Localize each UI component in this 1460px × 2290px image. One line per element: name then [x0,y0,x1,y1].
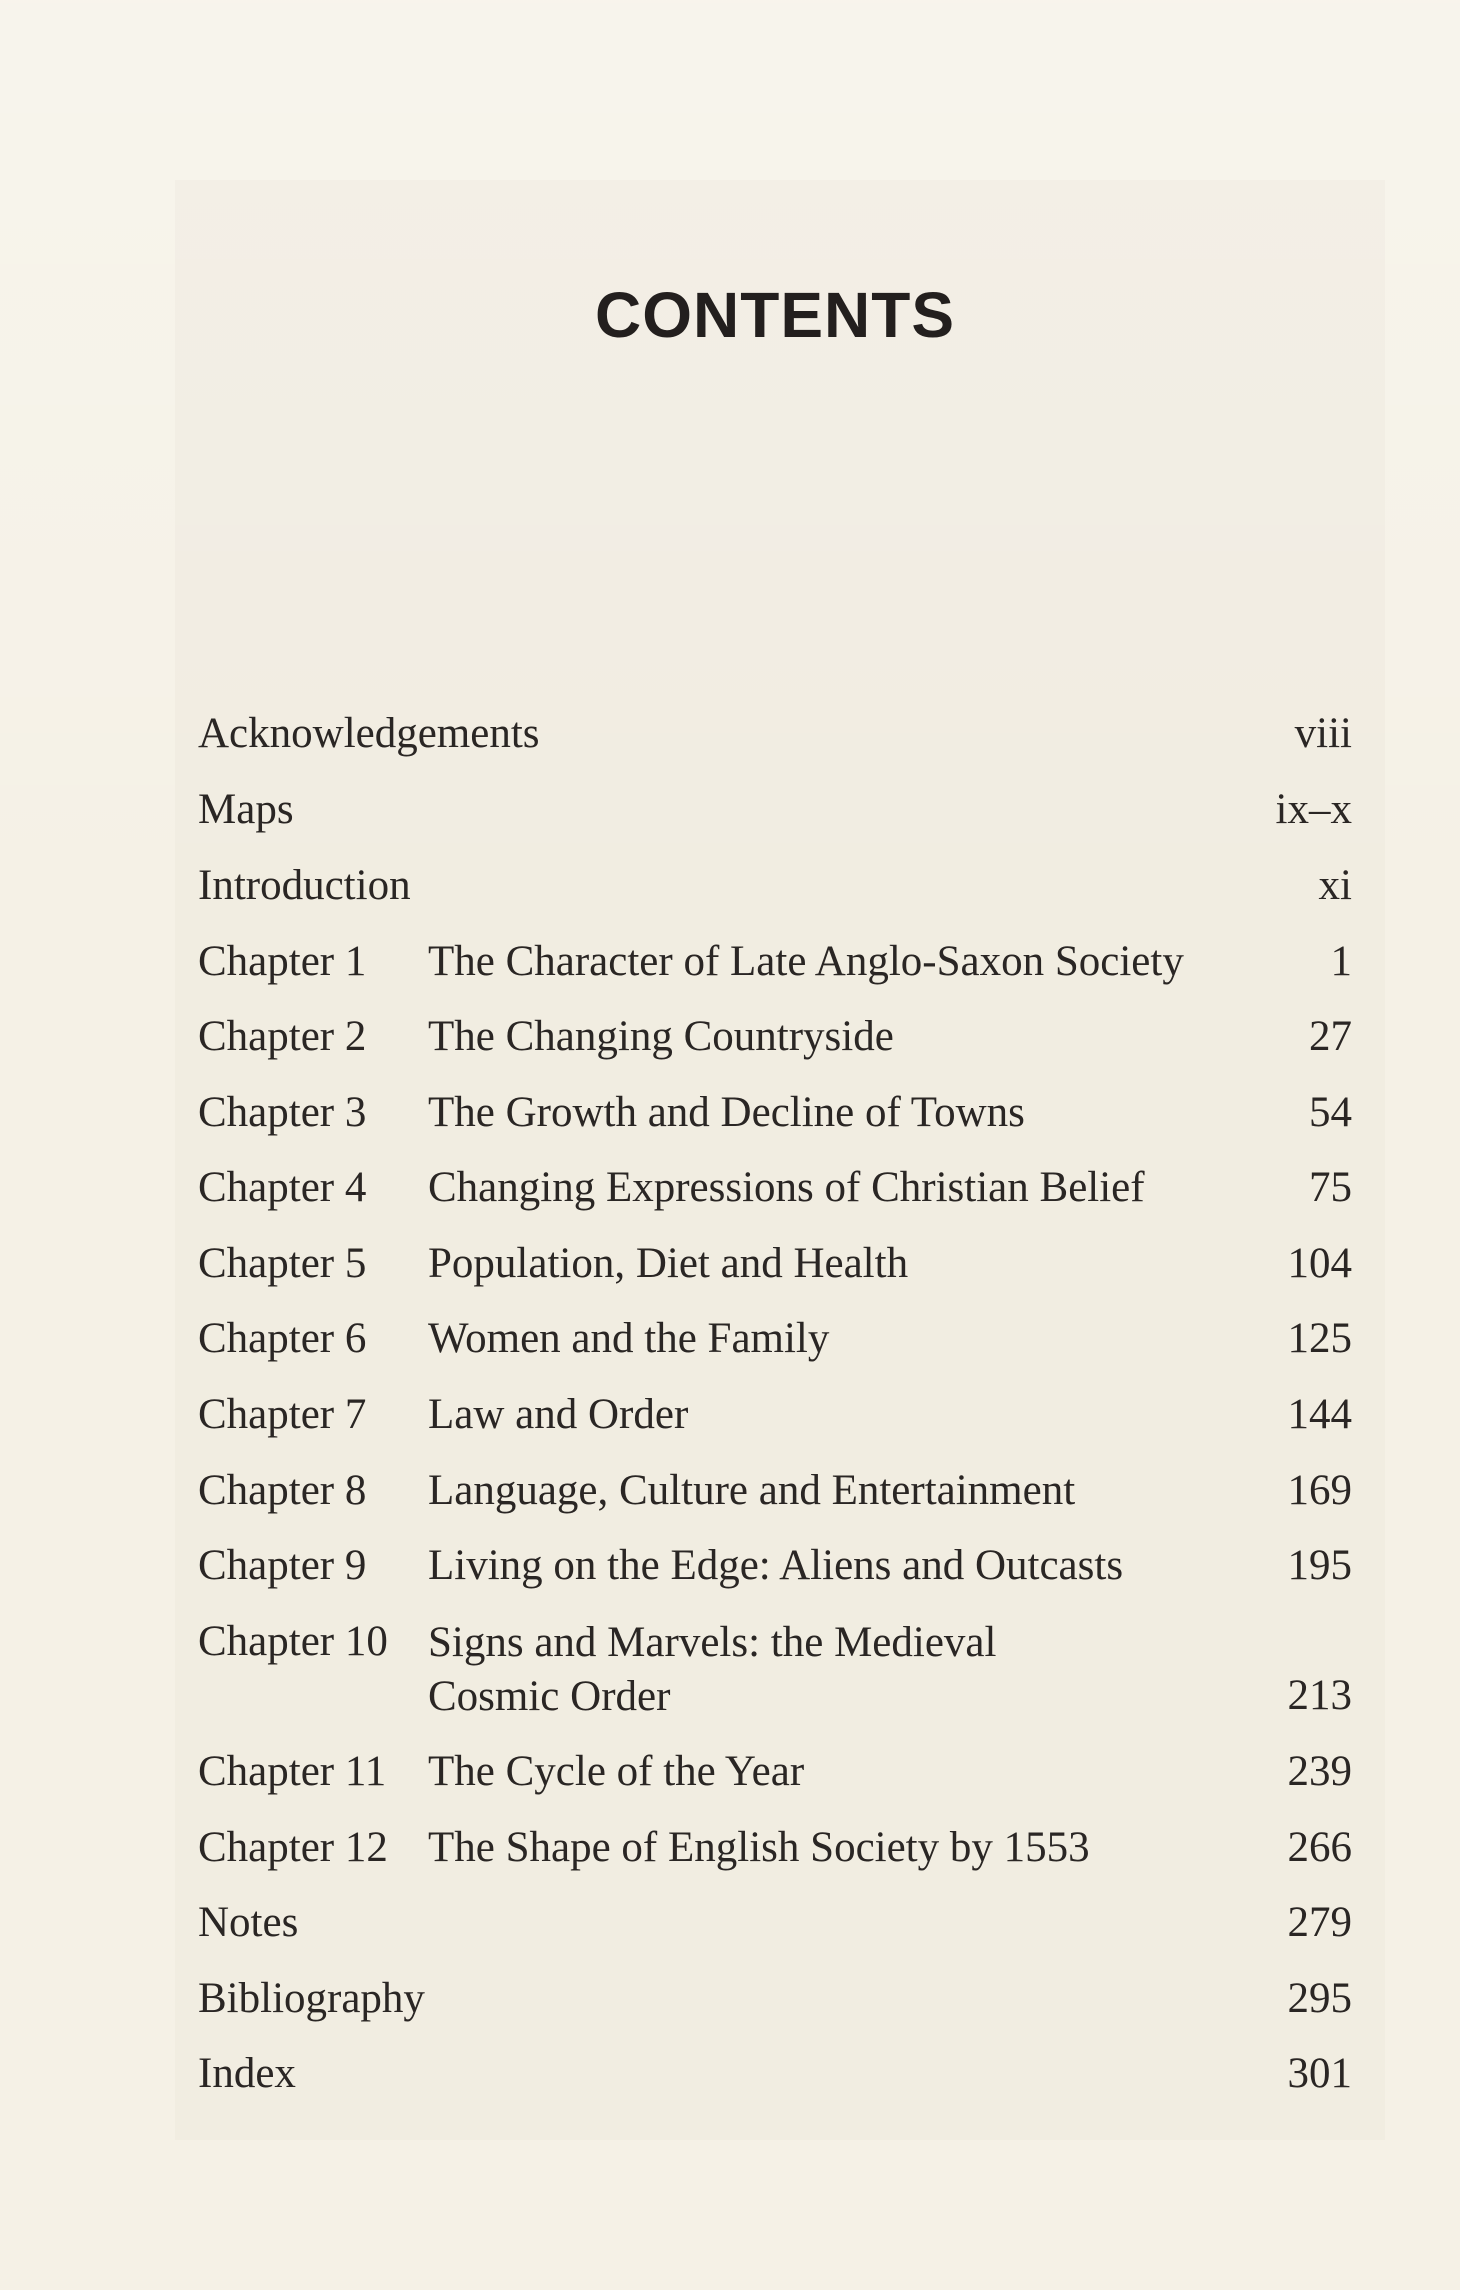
toc-entry-label: Chapter 7 [198,1391,367,1438]
toc-entry-notes [0,1897,1460,1967]
toc-entry-title: Law and Order [428,1391,689,1438]
toc-entry-label: Chapter 6 [198,1315,367,1362]
toc-entry-introduction [0,860,1460,930]
toc-entry-page: viii [1294,710,1352,757]
toc-entry-label: Chapter 8 [198,1467,367,1514]
toc-entry-chapter-11 [0,1746,1460,1816]
toc-entry-label: Notes [198,1899,299,1946]
toc-entry-acknowledgements [0,708,1460,778]
toc-entry-label: Chapter 11 [198,1748,387,1795]
toc-entry-index [0,2048,1460,2118]
toc-entry-label: Chapter 9 [198,1542,367,1589]
toc-entry-maps [0,784,1460,854]
toc-entry-page: 195 [1287,1542,1352,1589]
toc-entry-page: 266 [1287,1824,1352,1871]
toc-entry-page: 1 [1330,938,1352,985]
toc-entry-bibliography [0,1973,1460,2043]
toc-entry-title: The Growth and Decline of Towns [428,1089,1025,1136]
toc-entry-label: Chapter 12 [198,1824,388,1871]
toc-entry-label: Chapter 2 [198,1013,367,1060]
toc-entry-title: Language, Culture and Entertainment [428,1467,1076,1514]
toc-entry-label: Index [198,2050,296,2097]
toc-entry-title: The Changing Countryside [428,1013,894,1060]
toc-entry-label: Chapter 3 [198,1089,367,1136]
toc-entry-chapter-4 [0,1162,1460,1232]
toc-entry-label: Chapter 1 [198,938,367,985]
toc-entry-title: Women and the Family [428,1315,830,1362]
toc-entry-title: The Cycle of the Year [428,1748,805,1795]
toc-entry-title: Living on the Edge: Aliens and Outcasts [428,1542,1124,1589]
toc-entry-title-line-1: Signs and Marvels: the Medieval [428,1619,997,1666]
toc-entry-title: The Character of Late Anglo-Saxon Society [428,938,1184,985]
toc-entry-label: Acknowledgements [198,710,540,757]
toc-entry-page: ix–x [1275,786,1352,833]
toc-entry-page: 27 [1309,1013,1352,1060]
toc-entry-page: 54 [1309,1089,1352,1136]
toc-entry-chapter-12 [0,1822,1460,1892]
toc-entry-title: Population, Diet and Health [428,1240,909,1287]
toc-entry-chapter-5 [0,1238,1460,1308]
toc-entry-page: 75 [1309,1164,1352,1211]
toc-entry-page: 144 [1287,1391,1352,1438]
toc-entry-chapter-8 [0,1465,1460,1535]
toc-entry-page: 279 [1287,1899,1352,1946]
toc-entry-title-line-2: Cosmic Order [428,1673,671,1720]
toc-entry-label: Chapter 5 [198,1240,367,1287]
toc-entry-chapter-1 [0,936,1460,1006]
toc-entry-page: 104 [1287,1240,1352,1287]
toc-entry-title [428,1616,996,1724]
toc-entry-page: 125 [1287,1315,1352,1362]
toc-entry-label: Introduction [198,862,411,909]
toc-entry-page: 213 [1287,1672,1352,1719]
page-title: CONTENTS [595,279,955,351]
toc-entry-chapter-10 [0,1616,1460,1736]
toc-entry-page: 239 [1287,1748,1352,1795]
toc-entry-chapter-2 [0,1011,1460,1081]
toc-entry-title: Changing Expressions of Christian Belief [428,1164,1145,1211]
toc-entry-page: 169 [1287,1467,1352,1514]
toc-entry-page: 301 [1287,2050,1352,2097]
toc-entry-page: 295 [1287,1975,1352,2022]
toc-entry-chapter-6 [0,1313,1460,1383]
toc-entry-chapter-7 [0,1389,1460,1459]
toc-entry-title: The Shape of English Society by 1553 [428,1824,1090,1871]
toc-entry-label: Maps [198,786,294,833]
toc-entry-label: Chapter 10 [198,1618,388,1665]
toc-entry-label: Chapter 4 [198,1164,367,1211]
toc-entry-chapter-3 [0,1087,1460,1157]
toc-entry-page: xi [1318,862,1352,909]
toc-entry-chapter-9 [0,1540,1460,1610]
toc-entry-label: Bibliography [198,1975,425,2022]
